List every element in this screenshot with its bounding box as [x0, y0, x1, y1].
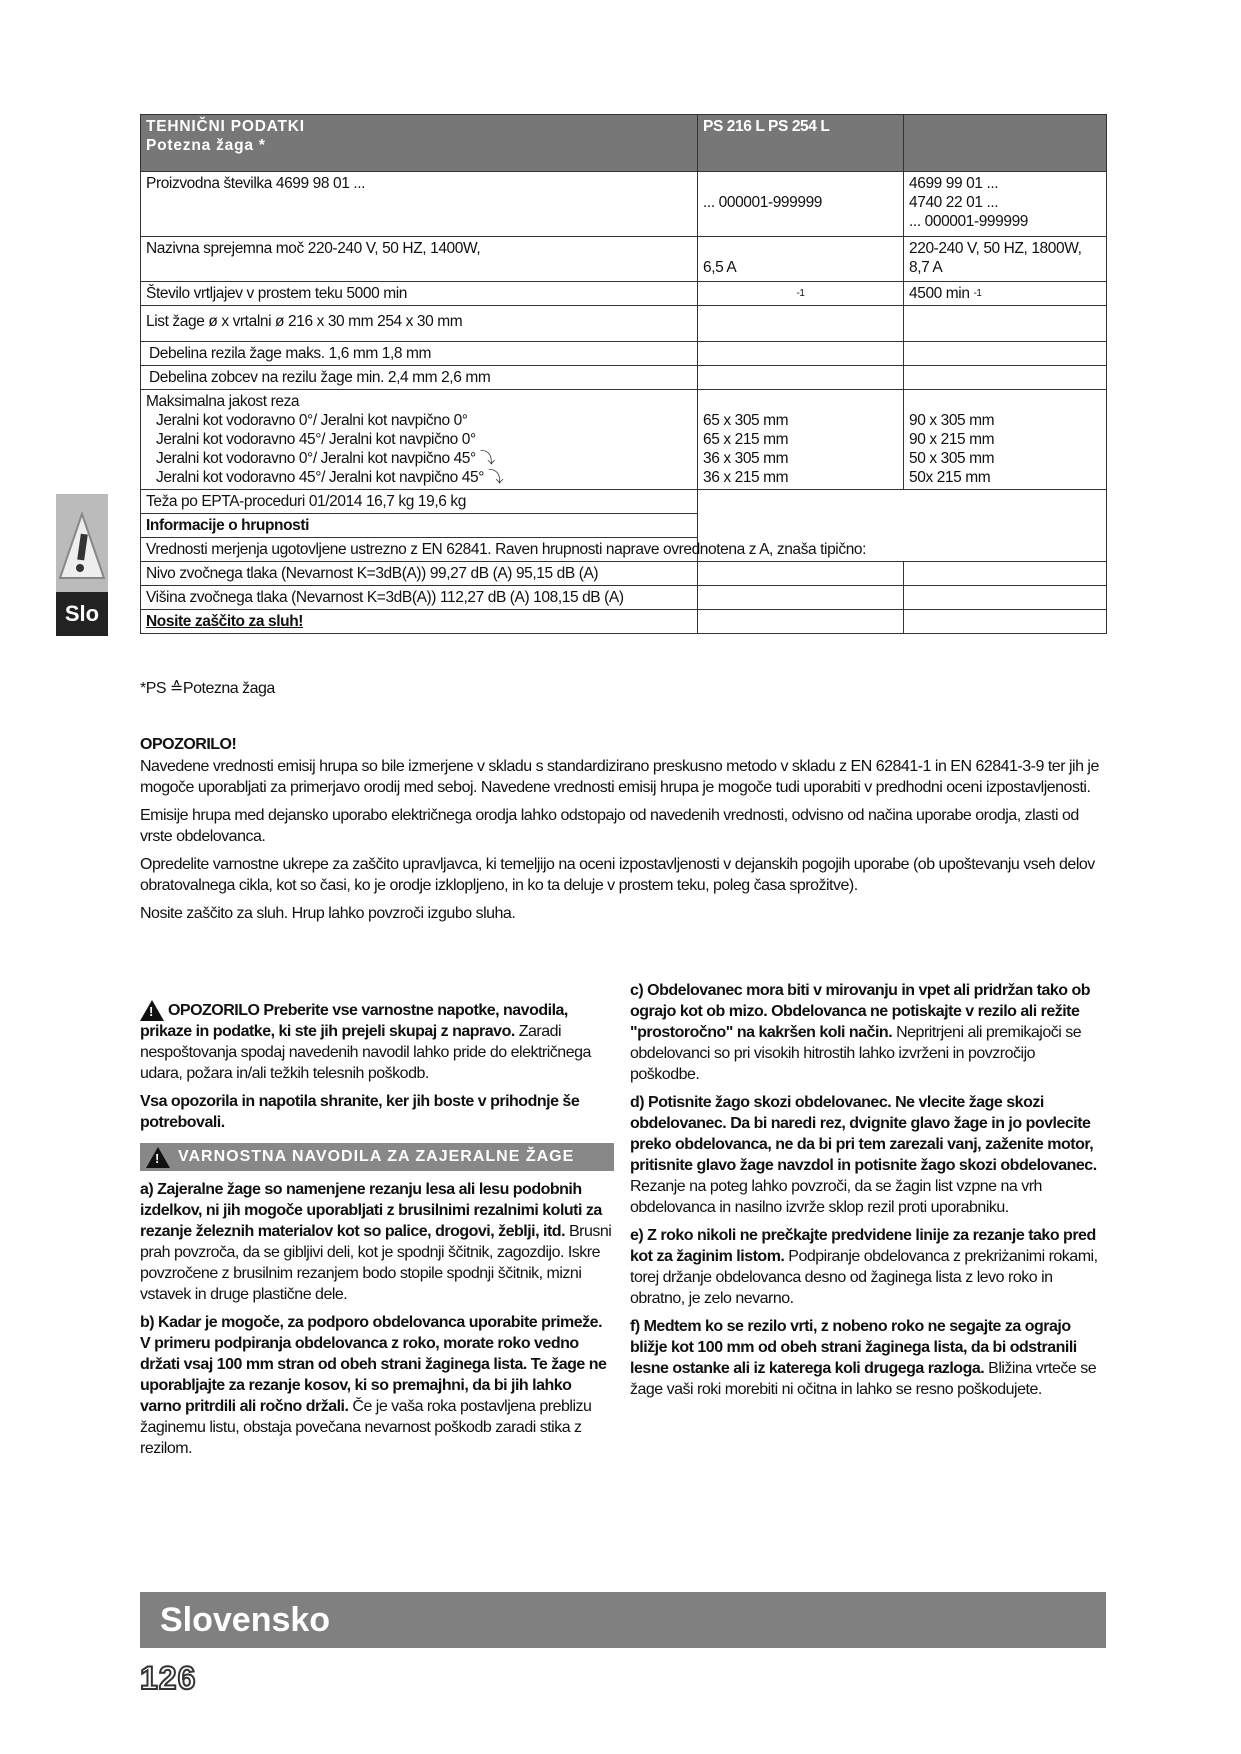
table-row	[141, 610, 1107, 634]
keep-instructions: Vsa opozorila in napotila shranite, ker jih boste v prihodnje še potrebovali.	[140, 1093, 580, 1132]
warning-paragraph: Navedene vrednosti emisij hrupa so bile izmerjene v skladu s standardizirano preskusno metodo v skladu z EN 62841-1 in EN 62841-3-9 ter jih je mogoče uporabljati za primerjavo orodij med seboj. Navedene vrednosti emisij hrupa je mogoče tudi uporabiti v predhodni oceni izpostavljenosti.	[140, 758, 1099, 796]
warning-title: OPOZORILO!	[140, 736, 237, 753]
row-thickness-label: Debelina rezila žage maks. 1,6 mm 1,8 mm	[141, 342, 698, 366]
row-weight-label: Teža po EPTA-proceduri 01/2014 16,7 kg 19,6 kg	[141, 490, 698, 514]
warning-paragraph: Nosite zaščito za sluh. Hrup lahko povzroči izgubo sluha.	[140, 905, 516, 922]
row-speed-c3: 4500 min $^{-1}$	[904, 282, 1107, 306]
table-row	[141, 342, 1107, 366]
table-row	[141, 237, 1107, 282]
warning-icon	[56, 494, 108, 592]
safety-item-a: a) Zajeralne žage so namenjene rezanju lesa ali lesu podobnih izdelkov, ni jih mogoče uporabljati z brusilnimi rezalnimi koluti za rezanje železnih materialov kot so palice, drogovi, žeblji, itd. Brusni prah povzroča, da se gibljivi deli, kot je spodnji ščitnik, zagozdijo. Iskre povzročene z brusilnim rezanjem bodo stopile spodnji ščitnik, mizni vstavek in druge plastične dele.	[140, 1181, 612, 1304]
table-row	[141, 390, 1107, 490]
bevel-icon: ⤵	[484, 469, 504, 486]
row-power-c2: 6,5 A	[698, 237, 904, 282]
row-cut-capacity-c3: 90 x 305 mm 90 x 215 mm 50 x 305 mm 50x 215 mm	[904, 390, 1107, 490]
table-row	[141, 586, 1107, 610]
table-header-title: TEHNIČNI PODATKI Potezna žaga *	[141, 115, 698, 172]
safety-item-f: f) Medtem ko se rezilo vrti, z nobeno roko ne segajte za ograjo bližje kot 100 mm od obeh strani žaginega lista, da bi odstranili lesne ostanke ali iz katerega koli drugega razloga. Bližina vrteče se žage vaši roki morebiti ni očitna in lahko se resno poškodujete.	[630, 1318, 1097, 1398]
table-row	[141, 490, 1107, 514]
warning-triangle-icon	[140, 1000, 164, 1021]
table-footnote: *PS ≙Potezna žaga	[140, 680, 275, 697]
table-row	[141, 306, 1107, 342]
row-power-level-label: Višina zvočnega tlaka (Nevarnost K=3dB(A)) 112,27 dB (A) 108,15 dB (A)	[141, 586, 698, 610]
table-row	[141, 366, 1107, 390]
row-speed-c2: -1	[698, 282, 904, 306]
table-header-empty	[904, 115, 1107, 172]
row-product-number-c2: ... 000001-999999	[698, 172, 904, 237]
row-power-label: Nazivna sprejemna moč 220-240 V, 50 HZ, 1400W,	[141, 237, 698, 282]
row-noise-desc: Vrednosti merjenja ugotovljene ustrezno z EN 62841. Raven hrupnosti naprave ovrednotena z A, znaša tipično:	[141, 538, 698, 562]
safety-item-d: d) Potisnite žago skozi obdelovanec. Ne vlecite žage skozi obdelovanec. Da bi naredi rez, dvignite glavo žage in jo povlecite preko obdelovanca, ne da bi pri tem zarezali vanj, zaženite motor, pritisnite glavo žage navzdol in potisnite žago skozi obdelovanec. Rezanje na poteg lahko povzroči, da se žagin list vzpne na vrh obdelovanca in nasilno izvrže sklop rezil proti uporabniku.	[630, 1094, 1097, 1216]
language-footer-bar: Slovensko	[140, 1592, 1106, 1648]
row-speed-label: Število vrtljajev v prostem teku 5000 min	[141, 282, 698, 306]
side-tab-label: Slo	[56, 592, 108, 636]
right-column	[630, 980, 1106, 1407]
left-column	[140, 1000, 614, 1466]
row-power-c3: 220-240 V, 50 HZ, 1800W, 8,7 A	[904, 237, 1107, 282]
spec-table	[140, 114, 1107, 634]
row-product-number-label: Proizvodna številka 4699 98 01 ...	[141, 172, 698, 237]
page-number: 126	[140, 1660, 197, 1696]
general-warning: ! OPOZORILO Preberite vse varnostne napotke, navodila, prikaze in podatke, ki ste jih prejeli skupaj z napravo. Zaradi nespoštovanja spodaj navedenih navodil lahko pride do električnega udara, požara in/ali težkih telesnih poškodb.	[140, 1000, 614, 1084]
safety-item-e: e) Z roko nikoli ne prečkajte predvidene linije za rezanje tako pred kot za žaginim listom. Podpiranje obdelovanca z prekriżanimi rokami, torej držanje obdelovanca desno od žaginega lista z levo roko in obratno, je zelo nevarno.	[630, 1227, 1098, 1307]
row-teeth-label: Debelina zobcev na rezilu žage min. 2,4 mm 2,6 mm	[141, 366, 698, 390]
safety-item-c: c) Obdelovanec mora biti v mirovanju in vpet ali pridržan tako ob ograjo kot ob mizo. Obdelovanca ne potiskajte v rezilo ali režite "prostoročno" na kakršen koli način. Nepritrjeni ali premikajoči se obdelovanci so pri visokih hitrostih lahko izvrženi in povzročijo poškodbe.	[630, 982, 1091, 1083]
bevel-icon: ⤵	[475, 450, 495, 467]
table-header-row	[141, 115, 1107, 172]
table-row	[141, 562, 1107, 586]
row-product-number-c3: 4699 99 01 ... 4740 22 01 ... ... 000001-999999	[904, 172, 1107, 237]
section-heading: ! VARNOSTNA NAVODILA ZA ZAJERALNE ŽAGE	[140, 1143, 614, 1171]
warning-paragraph: Emisije hrupa med dejansko uporabo električnega orodja lahko odstopajo od navedenih vrednosti, odvisno od načina uporabe orodja, zlasti od vrste obdelovanca.	[140, 807, 1079, 845]
row-noise-heading: Informacije o hrupnosti	[141, 514, 698, 538]
noise-warning-block	[140, 734, 1106, 931]
warning-triangle-icon	[146, 1147, 170, 1168]
row-cut-capacity-label: Maksimalna jakost reza Jeralni kot vodoravno 0°/ Jeralni kot navpično 0° Jeralni kot vodoravno 45°/ Jeralni kot navpično 0° Jeralni kot vodoravno 0°/ Jeralni kot navpično 45° ⤵ Jeralni kot vodoravno 45°/ Jeralni kot navpično 45° ⤵	[141, 390, 698, 490]
safety-item-b: b) Kadar je mogoče, za podporo obdelovanca uporabite primeže. V primeru podpiranja obdelovanca z roko, morate roko vedno držati vsaj 100 mm stran od obeh strani žaginega lista. Te žage ne uporabljajte za rezanje kosov, ki so premajhni, da bi jih lahko varno pritrdili ali ročno držali. Če je vaša roka postavljena preblizu žaginemu listu, obstaja povečana nevarnost poškodb zaradi stika z rezilom.	[140, 1314, 607, 1458]
table-row	[141, 172, 1107, 237]
table-header-models: PS 216 L PS 254 L	[698, 115, 904, 172]
language-side-tab	[56, 494, 108, 636]
warning-paragraph: Opredelite varnostne ukrepe za zaščito upravljavca, ki temeljijo na oceni izpostavljenosti v dejanskih pogojih uporabe (ob upoštevanju vseh delov obratovalnega cikla, kot so časi, ko je orodje izklopljeno, in ko ta deluje v prostem teku, poleg časa sprožitve).	[140, 856, 1095, 894]
row-blade-label: List žage ø x vrtalni ø 216 x 30 mm 254 x 30 mm	[141, 306, 698, 342]
row-pressure-label: Nivo zvočnega tlaka (Nevarnost K=3dB(A)) 99,27 dB (A) 95,15 dB (A)	[141, 562, 698, 586]
table-row	[141, 282, 1107, 306]
warning-icon-box	[56, 494, 108, 592]
row-cut-capacity-c2: 65 x 305 mm 65 x 215 mm 36 x 305 mm 36 x 215 mm	[698, 390, 904, 490]
row-hearing-protection: Nosite zaščito za sluh!	[141, 610, 698, 634]
